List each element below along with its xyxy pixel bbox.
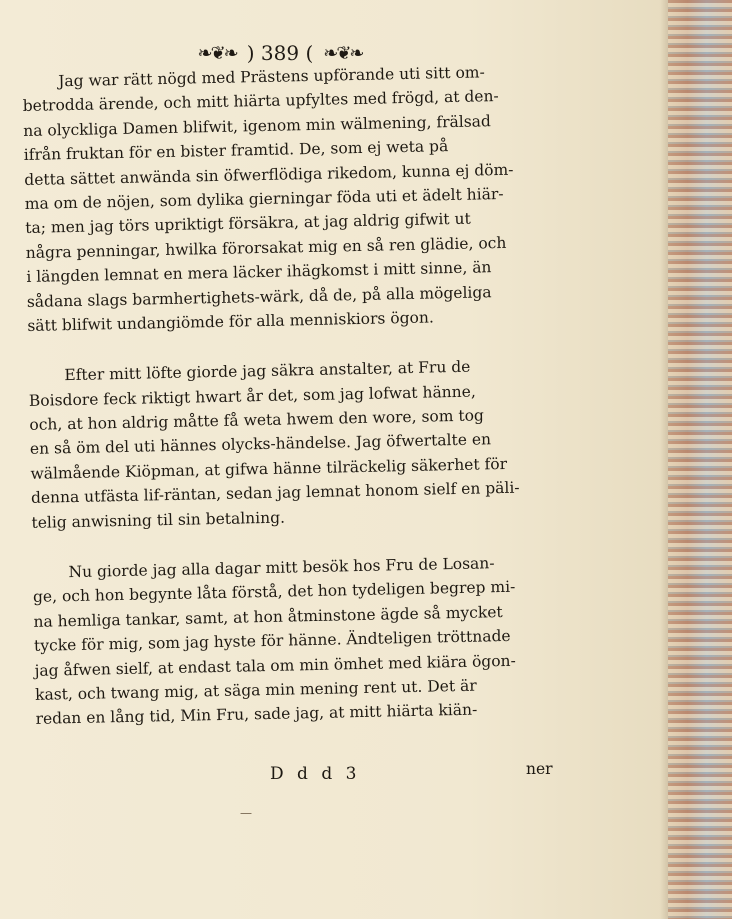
text-line: sådana slags barmhertighets-wärk, då de, på alla mögeliga xyxy=(26,282,492,311)
text-line: en så öm del uti hännes olycks-händelse. Jag öfwertalte en xyxy=(29,430,492,459)
text-line: Efter mitt löfte giorde jag säkra anstalter, at Fru de xyxy=(64,357,471,385)
text-line: denna utfästa lif-räntan, sedan jag lemnat honom sielf en päli- xyxy=(30,478,520,508)
text-line: betrodda ärende, och mitt hiärta upfyltes med frögd, at den- xyxy=(22,87,499,116)
text-line: telig anwisning til sin betalning. xyxy=(31,508,286,532)
text-line: Jag war rätt nögd med Prästens upförande uti sitt om- xyxy=(58,63,485,91)
text-line: na olyckliga Damen blifwit, igenom min wälmening, frälsad xyxy=(23,111,492,140)
text-line: ma om de nöjen, som dylika gierningar föda uti et ädelt hiär- xyxy=(24,184,504,213)
text-line: redan en lång tid, Min Fru, sade jag, at mitt hiärta kiän- xyxy=(35,700,478,729)
text-line: sätt blifwit undangiömde för alla menniskiors ögon. xyxy=(27,308,434,335)
body-text xyxy=(22,59,556,732)
text-line: detta sättet anwända sin öfwerflödiga rikedom, kunna ej döm- xyxy=(24,160,514,189)
text-line: wälmående Kiöpman, at gifwa hänne tilräckelig säkerhet för xyxy=(30,454,508,483)
book-edge xyxy=(668,0,732,919)
signature-mark: D d d 3 xyxy=(270,764,361,784)
text-line: Boisdore feck riktigt hwart år det, som jag lofwat hänne, xyxy=(28,382,476,410)
left-ornament-icon: ❧❦❧ xyxy=(197,42,237,64)
text-line: ifrån fruktan för en bister framtid. De, som ej weta på xyxy=(23,137,449,165)
catchword: ner xyxy=(526,760,553,778)
text-line: tycke för mig, som jag hyste för hänne. Ändteligen tröttnade xyxy=(33,627,511,656)
footer-dash: — xyxy=(240,806,252,820)
text-line: i längden lemnat en mera läcker ihägkomst i mitt sinne, än xyxy=(26,258,492,287)
text-line: ge, och hon begynte låta förstå, det hon tydeligen begrep mi- xyxy=(32,578,516,607)
text-line: och, at hon aldrig måtte få weta hwem den wore, som tog xyxy=(29,406,485,434)
paragraph xyxy=(32,550,555,732)
right-ornament-icon: ❧❦❧ xyxy=(323,42,363,64)
paragraph xyxy=(28,353,551,535)
text-line: jag åfwen sielf, at endast tala om min ömhet med kiära ögon- xyxy=(34,651,516,680)
text-line: Nu giorde jag alla dagar mitt besök hos Fru de Losan- xyxy=(68,554,495,582)
text-line: några penningar, hwilka förorsakat mig en så ren glädie, och xyxy=(25,233,507,262)
paragraph xyxy=(22,59,548,338)
page-number: ) 389 ( xyxy=(246,41,314,65)
text-line: ta; men jag törs upriktigt försäkra, at jag aldrig gifwit ut xyxy=(25,209,471,238)
text-line: na hemliga tankar, samt, at hon åtminstone ägde så mycket xyxy=(33,602,503,631)
text-line: kast, och twang mig, at säga min mening rent ut. Det är xyxy=(34,676,477,704)
